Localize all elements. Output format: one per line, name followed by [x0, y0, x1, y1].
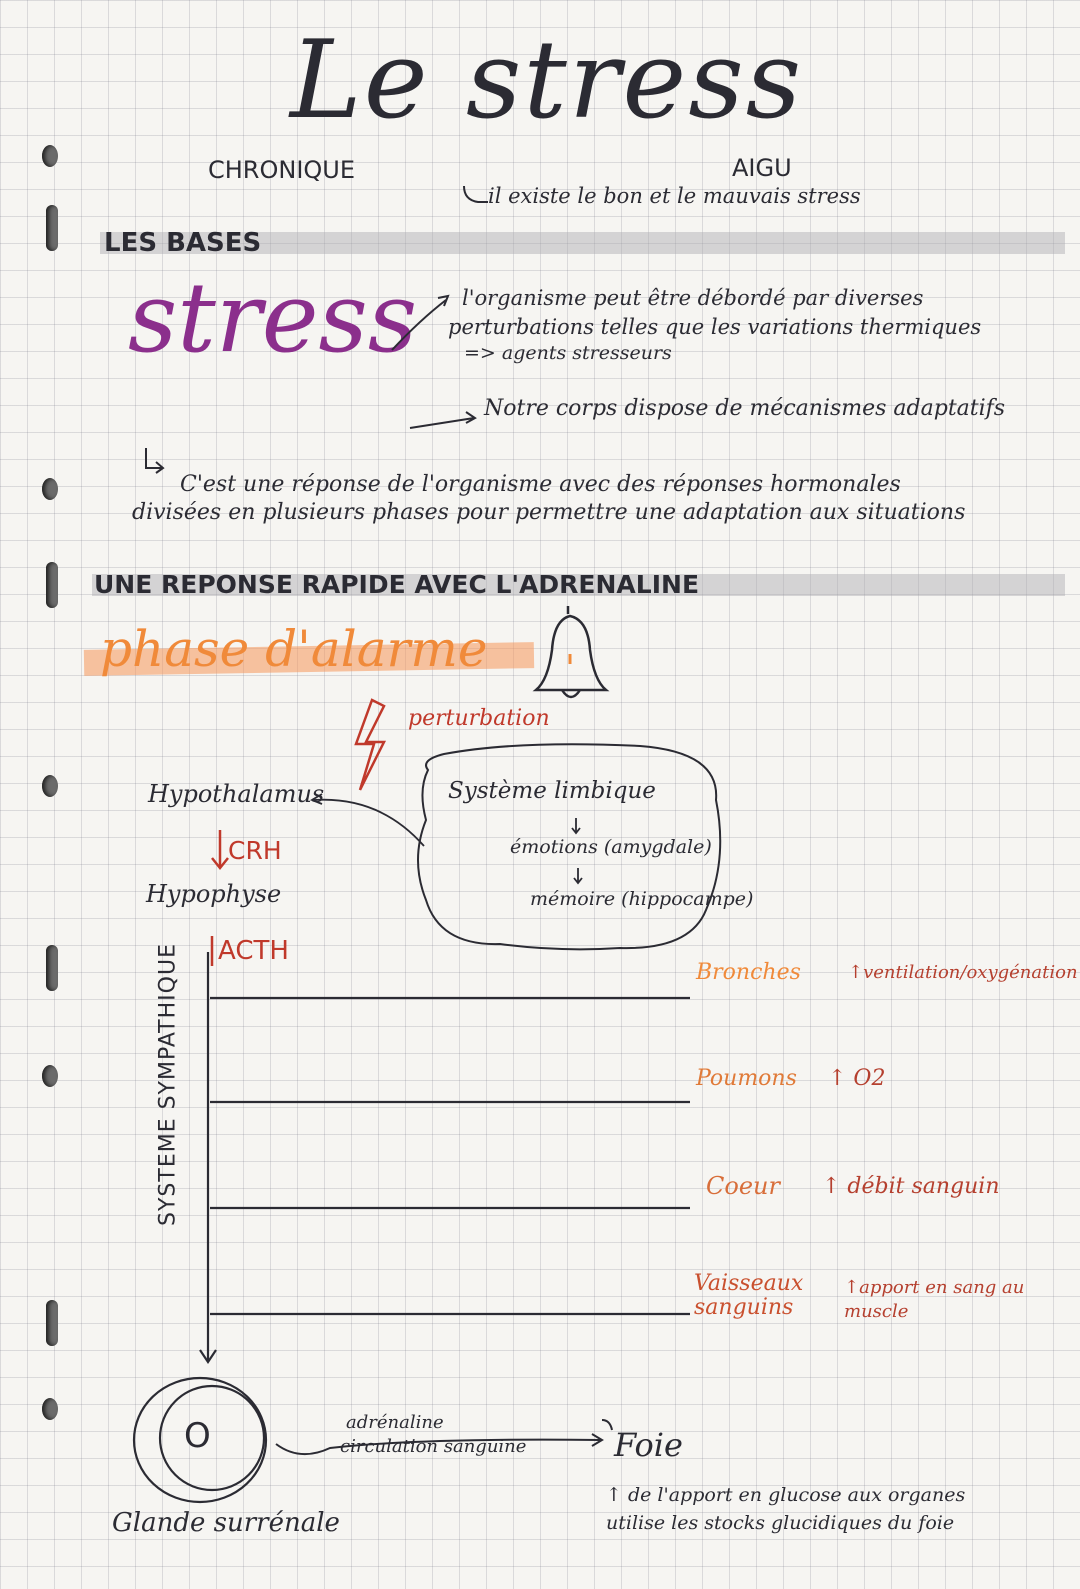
- liver-note-2: utilise les stocks glucidiques du foie: [606, 1512, 955, 1534]
- target-organ-coeur: Coeur: [706, 1172, 780, 1200]
- page-title: Le stress: [290, 18, 804, 143]
- hypophyse-label: Hypophyse: [146, 880, 282, 908]
- hypothalamus-label: Hypothalamus: [148, 780, 325, 808]
- lightning-icon: [356, 700, 384, 790]
- stress-bullet-2: Notre corps dispose de mécanismes adaptatifs: [484, 396, 1006, 421]
- subtitle-aigu: AIGU: [732, 154, 792, 182]
- perturbation-label: perturbation: [408, 706, 550, 731]
- definition-line-2: divisées en plusieurs phases pour permettre une adaptation aux situations: [132, 500, 966, 525]
- liver-label: Foie: [614, 1426, 683, 1464]
- gland-label: Glande surrénale: [112, 1508, 340, 1538]
- phase-alarme: phase d'alarme: [100, 620, 488, 678]
- target-effect-bronches: ↑ventilation/oxygénation: [848, 962, 1078, 983]
- arrow-icon: [410, 418, 474, 428]
- target-organ-vaisseaux: Vaisseaux sanguins: [694, 1271, 804, 1320]
- limbic-title: Système limbique: [448, 778, 656, 804]
- limbic-memoire: mémoire (hippocampe): [530, 888, 754, 910]
- target-organ-bronches: Bronches: [696, 960, 801, 985]
- target-effect-vaisseaux: ↑apport en sang au muscle: [844, 1277, 1025, 1322]
- target-effect-poumons: ↑ O2: [828, 1066, 886, 1091]
- section-heading-bases: LES BASES: [104, 228, 262, 258]
- circulation-label: circulation sanguine: [340, 1436, 527, 1457]
- subtitle-chronique: CHRONIQUE: [208, 156, 356, 184]
- definition-line-1: C'est une réponse de l'organisme avec des réponses hormonales: [180, 472, 901, 497]
- stress-bullet-1-line-1: l'organisme peut être débordé par diverses: [462, 286, 924, 310]
- stress-bullet-1-line-3: => agents stresseurs: [464, 342, 672, 364]
- arrow-icon: [392, 300, 446, 350]
- limbic-bubble: [418, 744, 720, 949]
- subtitle-note: il existe le bon et le mauvais stress: [488, 184, 861, 208]
- liver-note-1: ↑ de l'apport en glucose aux organes: [606, 1484, 966, 1506]
- target-organ-poumons: Poumons: [696, 1066, 797, 1091]
- gland-drawing: [134, 1378, 266, 1502]
- target-effect-coeur: ↑ débit sanguin: [822, 1174, 1000, 1199]
- section-heading-adrenaline: UNE REPONSE RAPIDE AVEC L'ADRENALINE: [94, 570, 700, 599]
- adrenaline-label: adrénaline: [346, 1412, 444, 1433]
- crh-label: CRH: [228, 836, 282, 865]
- stress-bullet-1-line-2: perturbations telles que les variations thermiques: [448, 315, 982, 339]
- hook-arrow-icon: [464, 186, 488, 202]
- acth-label: ACTH: [218, 936, 289, 966]
- limbic-emotions: émotions (amygdale): [510, 836, 712, 858]
- sympathetic-label: SYSTEME SYMPATHIQUE: [155, 943, 181, 1226]
- gland-center: O: [184, 1416, 211, 1456]
- stress-word: stress: [128, 262, 418, 374]
- bell-icon: [536, 606, 606, 697]
- arrow-icon: [276, 1440, 600, 1454]
